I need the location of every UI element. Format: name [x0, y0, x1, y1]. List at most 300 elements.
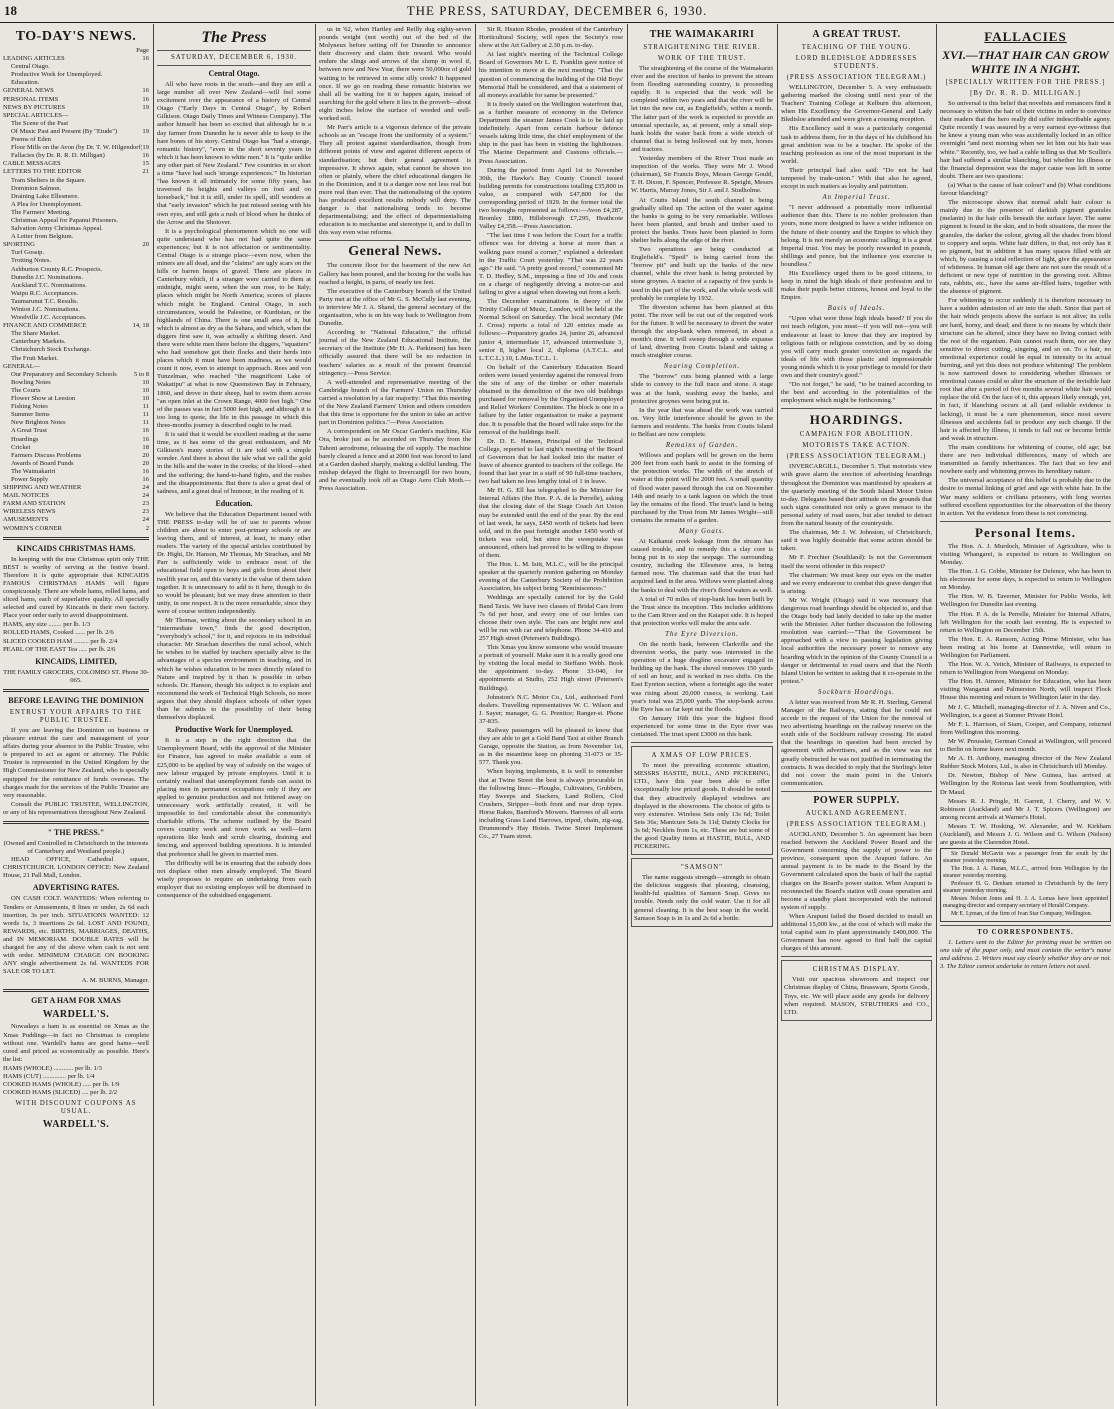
press-nameplate: The Press: [201, 29, 267, 46]
personal-item-paragraph: The Hon. W. B. Taverner, Minister for Public Works, left Wellington for Dunedin last evening.: [940, 593, 1111, 609]
general-news-paragraph: According to "National Education," the official journal of the New Zealand Educational Institute, the secretary of the Institute (Mr H. A. Parkinson) has been officially assured that there will be no reduction in teachers' salaries as a result of the present financial stringency.—Press Service.: [319, 329, 471, 377]
kincaids-text: In keeping with the true Christmas spirit only THE BEST is worthy of serving at the festive board. Therefore it is quite appropriate that KINCAIDS FAMOUS CHRISTMAS HAMS will figure conspicuously. There are whole hams, rolled hams, and sliced hams, each of superlative quality. All specially selected and cured by Kincaids in their own factory. Place your order early to avoid disappointment.: [3, 555, 149, 620]
index-item: [3, 266, 149, 274]
index-item-label: Of Music Past and Present (By "Etude"): [11, 127, 118, 135]
great-trust-paragraph: WELLINGTON, December 5. A very enthusiastic gathering marked the closing until next year of the Teachers' Training College at Kelburn this afternoon, when His Excellency the Governor-General and Lady Bledisloe attended and were given a rousing reception.: [781, 84, 932, 124]
fallacies-paragraph: (a) What is the cause of hair colour? and (b) What conditions favour blanching?: [940, 181, 1111, 198]
many-goats-heading: Many Goats.: [678, 527, 726, 535]
index-item-page: 18: [142, 443, 149, 451]
personal-item-paragraph: Messrs T. W. Hosking, W. Alexander, and W. Kirkham (Auckland), and Messrs J. G. Wilson and G. Wilson (Nelson) are guests at the Clarendon Hotel.: [940, 822, 1111, 847]
index-item-label: Farmers Discuss Problems: [11, 451, 82, 459]
index-item-label: The Fruit Market.: [11, 354, 59, 362]
personal-item-paragraph: The Hon. P. A. de la Perrelle, Minister for Internal Affairs, left Wellington for the south last evening. He is expected to return to Wellington on December 15th.: [940, 610, 1111, 634]
index-item: [3, 201, 149, 209]
many-goats-paragraph: At Kaikanui creek leakage from the stream has caused trouble, and to remedy this a clay core is being put in to stop the seepage. The surrounding country, including the Ellesmere area, is being farmed now. The chairman said that the trust had acquired land in the area. Willows were planted along the banks to deal with the river's flood waters as well.: [631, 537, 773, 594]
index-item-page: 11: [142, 419, 149, 427]
column-1: [0, 24, 152, 1406]
index-item: [3, 120, 149, 128]
trustee-text: If you are leaving the Dominion on business or pleasure entrust the care and management of your affairs during your absence to the Public Trustee, who is prepared to act as agent or attorney. The Public Trustee is represented in the United Kingdom by the High Commissioner for New Zealand, who is specially equipped for the remittance of funds overseas. The charges made for the services of the Public Trustee are very reasonable.: [3, 726, 149, 799]
hoardings-article: [781, 463, 932, 686]
personal-item-paragraph: The Hon. J. G. Cobbe, Minister for Defence, who has been in his electorate for some days, is expected to return to Wellington on Monday.: [940, 568, 1111, 592]
news-paragraphs: [479, 26, 623, 841]
index-item-label: Auckland T.C. Nominations.: [11, 281, 87, 289]
personal-item-paragraph: Messrs R. J. Pringle, H. Garrett, J. Cherry, and W. V. Robinson (Auckland) and Mr J. T. Spicers (Wellington) are among recent arrivals at Warner's Hotel.: [940, 797, 1111, 821]
news-paragraph: During the period from April 1st to November 30th, the Hawke's Bay County Council issued building permits for constructions totalling £35,800 in value, as compared with £47,800 for the corresponding period of 1929. In the former total the two boroughs represented as follows:—Avon £4,287, Bromley £880, Hillsborough £7,295, Heathcote Valley £4,358.—Press Association.: [479, 166, 623, 231]
kincaids-heading: KINCAIDS CHRISTMAS HAMS.: [16, 543, 136, 553]
index-item-label: FARM AND STATION: [3, 500, 66, 508]
fallacies-paragraph: So universal is this belief that novelists and romancers find it necessary to whiten the hair of their victims in order to convince their readers that the hero really did suffer indescribable agony. Quite recently I was assured by a very earnest eye-witness that he knew a young man who was accidentally locked in an office overnight "and next morning when we let him out his hair was white." Recently, too, we had a cable telling us that Mr Scullin's hair had suffered a similar blanching, but whether his illness or the financial depression was the major cause was left in some doubt. There are two questions:: [940, 100, 1111, 180]
great-trust-article: [781, 84, 932, 191]
index-item: [3, 87, 149, 95]
great-trust-paragraph: His Excellency said it was a particularly congenial task to address them, for in the days of his childhood his great ambition was to be a teacher. He spoke of the teaching profession as one of the most important in the world.: [781, 125, 932, 165]
hoardings-heading: HOARDINGS.: [809, 412, 904, 428]
index-item: [3, 363, 149, 371]
sidebox-paragraph: Mr E. Lyman, of the firm of Ivan Star Company, Wellington.: [951, 911, 1093, 918]
index-item: [3, 452, 149, 460]
education-paragraph: Mr Thomas, writing about the secondary school in an "intermediate town," finds the good description, "everybody's school," for it, and rejoices in its individual character. Mr Strachan describes the rural school, which he wishes to be staffed by teachers specially alive to the advantages of a species environment in teaching, and in which he wishes education to be more directly related to Nature and inspired by it than is possible in urban schools. Dr. Hanson, though his subject is to explain and recommend the work of Technical High Schools, no more argues that they should displace schools of other types than he submits to the possibility of their being themselves displaced.: [157, 617, 311, 722]
personal-sidebox: [940, 848, 1111, 922]
general-news-article: [319, 262, 471, 493]
index-item: [3, 525, 149, 533]
index-item-label: Education.: [11, 79, 40, 87]
index-item-label: Fallacies (by Dr. R. R. D. Milligan): [11, 152, 105, 160]
education-heading: Education.: [215, 498, 253, 508]
todays-news-heading: TO-DAY'S NEWS.: [15, 29, 137, 44]
xmas-text: To meet the prevailing economic situation, MESSRS HASTIE, BULL, AND PICKERING, LTD., have this year been able to offer exceptionally low priced goods. It should be noted that they attractively displayed windows are displayed in the showrooms. The choice of gifts is very extensive. Wireless Sets only 13s 6d; Toilet Sets 36s; Manicure Sets 3s 11d; Dainty Clocks for 3s 6d; Necklets from 1s, etc. These are but some of the good Quality items at HASTIE, BULL, AND PICKERING.: [634, 762, 770, 851]
index-item-page: 19: [142, 103, 149, 111]
index-item-page: 16: [142, 427, 149, 435]
index-item-label: The Waimakariri: [11, 467, 56, 475]
central-otago-heading: Central Otago.: [208, 69, 260, 78]
index-item: [3, 274, 149, 282]
index-item-page: 20: [142, 459, 149, 467]
personal-item-paragraph: The Hon. W. A. Veitch, Minister of Railways, is expected to return to Wellington from Wanganui on Monday.: [940, 661, 1111, 677]
index-item-label: Christmas Appeal for Papanui Prisoners.: [11, 216, 119, 224]
remains-article: [631, 452, 773, 525]
fallacies-paragraph: The microscope shows that normal adult hair colour is mainly due to the presence of darkish pigment granules (melanin) in the hair cells beneath the surface layer. The same pigment is found in the skin, and in both situations, the more the granules, the darker the colour, giving all the shades from blond to coppery and sepia. White hair differs, in that, not only has it no pigment, but in addition it has many spaces filled with air which, by causing a total reflection of light, give the appearance of whiteness. In human old age there are not sure the result of a deficient or new type of nutrition in the growing root. Albino rats, rabbits, etc., have the same air-filled hairs, together with the absence of pigment.: [940, 199, 1111, 296]
index-item-label: GENERAL—: [3, 362, 41, 370]
news-paragraph: Dr. D. E. Hansen, Principal of the Technical College, reported to last night's meeting of the Board of Governors that he had looked into the matter of leave of absence granted to teachers of the college. He found that last year in a staff of 90 full-time teachers, two had taken no less lengthy total of 1 in leave.: [479, 437, 623, 486]
index-item-page: 15: [142, 160, 149, 168]
index-item-label: The Scene of the Past: [11, 119, 69, 127]
imperial-paragraph: His Excellency urged them to be good citizens, to keep in mind the high ideals of their profession and to make their pupils better citizens, honest and loyal to the Empire.: [781, 269, 932, 302]
index-item: [3, 411, 149, 419]
news-paragraph: When buying implements, it is well to remember that at Twine Street the best is always procurable in the following lines:—Ploughs, Cultivators, Grubbers, Hay Sweeps and Stackers, Land Rollers, Clod Crushers, Stripper—both front and rear drop types. Horse Rakes, Bamford's Mowers. Harrows of all sorts including Grass Land Harrows, tripod, chain, zig-zag, Drummond's Hay Hoists. Twine Street Implement Co., 27 Tuam street.: [479, 768, 623, 841]
waimakariri-subheading-2: WORK OF THE TRUST.: [657, 55, 747, 62]
sockburn-heading: Sockburn Hoardings.: [818, 688, 895, 696]
news-paragraph: "The last time I was before the Court for a traffic offence was for driving a horse at more than a walking pace round a corner," explained a defendant in the Traffic Court yesterday. "That was 22 years ago." He said. "A pretty good record," commented Mr T. D. Hedley, S.M., imposing a fine of 10s and costs on a charge of negligently driving a motor-car and failing to give a signal when drawing out from a kerb.: [479, 232, 623, 296]
hoardings-subheading: CAMPAIGN FOR ABOLITION.: [799, 431, 914, 439]
index-item: [3, 209, 149, 217]
index-item-page: 16: [142, 475, 149, 483]
index-item-label: CABLE MESSAGES: [3, 160, 61, 168]
index-item: [3, 152, 149, 160]
index-item-label: Waipu R.C. Acceptances.: [11, 289, 79, 297]
index-item: [3, 282, 149, 290]
general-news-paragraph: The concrete floor for the basement of the new Art Gallery has been poured, and the boxing for the walls has reached a height, in parts, of nearly ten feet.: [319, 262, 471, 286]
press-subheading: (Owned and Controlled in Christchurch in the interests of Canterbury and Westland people.): [3, 839, 149, 856]
advertising-signature: A. M. BURNS, Manager.: [81, 977, 149, 985]
index-item-label: SPECIAL ARTICLES—: [3, 111, 69, 119]
index-item-label: Hoardings: [11, 435, 39, 443]
index-item-page: 5 to 8: [133, 370, 149, 378]
index-item-label: Summer Items: [11, 411, 50, 419]
index-item-label: Dominion Salmon.: [11, 184, 62, 192]
fallacies-heading: FALLACIES: [984, 29, 1067, 44]
index-item: [3, 427, 149, 435]
power-supply-heading: POWER SUPPLY.: [813, 794, 900, 806]
index-item-label: WIRELESS NEWS: [3, 508, 56, 516]
ham-discount: WITH DISCOUNT COUPONS AS USUAL.: [15, 1100, 137, 1116]
index-item: [3, 63, 149, 71]
many-goats-paragraph: A total of 70 miles of stop-bank has been built by the Trust since its inception. This includes additions to the Cam River and on the Kaiapoi side. It is hoped that protection works will make the area safe.: [631, 595, 773, 627]
index-item: [3, 508, 149, 516]
index-item-label: New Brighton Notes: [11, 419, 66, 427]
index-item-label: A Letter from Belgium.: [11, 233, 74, 241]
index-item-label: The Courts: [11, 386, 41, 394]
index-item: [3, 516, 149, 524]
index-item-label: Cricket: [11, 443, 31, 451]
waimakariri-paragraph: Yesterday members of the River Trust made an inspection of the works. They were Mr J. Wood (chairman), Sir Francis Boys, Messrs George Gould, T. H. Dixon, F. Spencer, Professor R. Speight, Messrs W. Harris, Murray Jones, Sir J. and J. Studholme.: [631, 155, 773, 195]
index-item-label: MAIL NOTICES: [3, 492, 50, 500]
index-item-label: Christchurch Stock Exchange.: [11, 346, 92, 354]
index-item-page: 24: [142, 516, 149, 524]
waimakariri-paragraph: At Coutts Island the south channel is being gradually silted up. The action of the water against the banks is going to be very remarkable. Willows have been planted, and brush and timber used to protect the banks. Trees have been planted to form shelter belts along the edge of the river.: [631, 196, 773, 244]
index-item-label: Canterbury Markets.: [11, 338, 66, 346]
index-item: [3, 160, 149, 168]
index-item-page: 16: [142, 87, 149, 95]
personal-item-paragraph: Mr W. Preussler, German Consul at Wellington, will proceed to Berlin on home leave next month.: [940, 737, 1111, 754]
index-item-label: WOMEN'S CORNER: [3, 524, 62, 532]
column-5: [628, 24, 776, 1406]
education-article: [157, 511, 311, 722]
news-paragraph: Johnston's N.C. Motor Co., Ltd., authorised Ford dealers. Travelling representatives W. C. Wilson and J. Sayer; manager, G. G. Prentice; Ranger-st. Phone 37-835.: [479, 693, 623, 725]
index-item-label: Tram Shelters in the Square.: [11, 176, 87, 184]
index-item-label: Turf Gossip.: [11, 249, 45, 257]
news-paragraph: This Xmas you know someone who would treasure a portrait of yourself. Make sure it is a really good one by visiting the local medal to Steffano Webb. Book the appointment to-day. Phone 33-040, for appointments at Studio, 252 High street (Petersen's Buildings).: [479, 644, 623, 692]
index-item-label: Flower Show at Leeston: [11, 395, 76, 403]
index-item: [3, 460, 149, 468]
index-item-label: LEADING ARTICLES: [3, 55, 65, 63]
index-item: [3, 79, 149, 87]
eyre-article: [631, 641, 773, 739]
index-item: [3, 217, 149, 225]
waimakariri-paragraph: Two operations are being conducted at Englefield's. "Spoil" is being carried from the "borrow pit" and built up the banks of the new channel, while the river bank is being protected by stone groynes. A tractor of a capacity of five yards is used in this part of the work, and the whole work will probably be complete by 1932.: [631, 246, 773, 302]
fallacies-paragraph: The universal acceptance of this belief is probably due to the desire to mental linking of grief and age with white hair. In the War many soldiers or civilians prisoners, with long worries suffered excellent opportunities for the observation of the theory in action. Yet the evidence from these is not convincing.: [940, 477, 1111, 517]
news-paragraph: The Hon. L. M. Isitt, M.L.C., will be the principal speaker at the quarterly reunion gathering on Monday evening of the Canterbury Society of the Prohibition Association, his subject being "Reminiscences.": [479, 561, 623, 593]
ham-heading: GET A HAM FOR XMAS: [31, 996, 121, 1006]
index-item-page: 11: [142, 411, 149, 419]
index-item: [3, 338, 149, 346]
samson-heading: "SAMSON": [681, 864, 723, 872]
personal-item-paragraph: Mr A. H. Anthony, managing director of the New Zealand Rubber Stock Motors, Ltd., is also in Christchurch till Monday.: [940, 755, 1111, 771]
index-item: [3, 290, 149, 298]
christmas-display-advert: [781, 960, 932, 1020]
press-heading: " THE PRESS.": [47, 827, 105, 837]
index-item: [3, 136, 149, 144]
fallacies-paragraph: The main conditions for whitening of course, old age; but there are two individual differences, many of which are transmitted as family inheritances. The fact that so few and nowhere early and whitening proves its hereditary nature.: [940, 443, 1111, 476]
nearing-heading: Nearing Completion.: [663, 363, 741, 371]
central-otago-paragraph: It is said that it would be excellent reading at the same time, as it has some of the great enthusiasm, and Mr Gilkison's many stories of it are told with a simple wonder. And there is about the tale what we call the gold in the hills and the water in the creeks; of the blood—shed and the suffering; the hand-to-hand fights, and the rushes and the disappointments. But there is also a great deal of sadness, and a great deal of humour, in the reading of it.: [157, 431, 311, 495]
index-item-label: Dunedin J.C. Nominations.: [11, 273, 83, 281]
index-item-page: 24: [142, 492, 149, 500]
hoardings-paragraph: The chairman, Mr J. W. Johnston, of Christchurch, said it was highly desirable that some action should be taken.: [781, 529, 932, 553]
index-item: [3, 419, 149, 427]
index-item-page: 16: [142, 435, 149, 443]
central-otago-paragraph: It is a psychological phenomenon which no one will quite understand who has not had quite the same experiences; but it is not affectation or sentimentality. Central Otago is a strange place—even now, when the miners are all dead, and the "claims" are ugly scars on the hills or barren heaps of gravel. There are places in Canterbury which, if a stranger were carried to them at midnight, might seem, when the sun rose, to be Italy; places which might be North America; scores of places which might be England. Central Otago, in such circumstances, would be Palestine, or Kurdistan, or the highlands of China. There is one small area of it, but which is almost as dry as the Sahara, and which, when the diggers first saw it, was actually a shifting desert. And there were white men there before the diggers, "squatters" who had somehow got their flocks and their herds into places which it must have been madness, as we would count it now, even to attempt to approach. Rees and von Tunzelman, who reached "the magnificent Lake of Wakatipu" at what is now Queenstown Bay in February, 1860, and drove in their sheep, had to swim them across "an open inlet at the Crown Range, 4000 feet high." One of the passes was in fact 5000 feet high, and although it is too long to quote, the life in this passage in which this three-months journey is described ought to be read.: [157, 227, 311, 429]
index-item-label: Salvation Army Christmas Appeal.: [11, 225, 103, 233]
index-item: [3, 177, 149, 185]
news-paragraph: Sir R. Heaton Rhodes, president of the Canterbury Horticultural Society, will open the Society's rose show at the Art Gallery at 2.30 p.m. to-day.: [479, 26, 623, 50]
index-item-page: 16: [142, 152, 149, 160]
personal-item-paragraph: Mr F. L. Harrison, of Siam, Cooper, and Company, returned from Wellington this morning.: [940, 720, 1111, 736]
index-item-label: Our Preparatory and Secondary Schools: [11, 370, 117, 378]
xmas-heading: A XMAS OF LOW PRICES.: [651, 752, 753, 760]
nearing-article: [631, 373, 773, 439]
productive-work-paragraph: The difficulty will be in ensuring that the subsidy does not displace other men already employed. The Board wisely proposes to require an undertaking from each employer that no existing employee will be dismissed in consequence of the subsidised engagement.: [157, 859, 311, 899]
personal-item-paragraph: The Hon. A. J. Murdoch, Minister of Agriculture, who is visiting Whangarei, is expected to return to Wellington on Monday.: [940, 542, 1111, 566]
great-trust-heading: A GREAT TRUST.: [812, 29, 901, 40]
advertising-text: ON CASH COLT. WANTEDS: When referring to Tenders or Amusements, 8 lines or under, 2s 6d each insertion, 3s per inch. SITUATIONS WANTED: 12 words 1s, 3 insertions 2s 6d. LOST AND FOUND, REWARDS, etc. BIRTHS, MARRIAGES, DEATHS, and IN MEMORIAM. DOUBLE RATES will be charged for any of the above when cash is not sent with order. MINIMUM CHARGE ON BOOKING ANY single advertisement 2s 6d. WANTEDS FOR SALE OR TO LET.: [3, 895, 149, 976]
hoardings-subheading-2: MOTORISTS TAKE ACTION.: [802, 442, 911, 450]
index-item: [3, 193, 149, 201]
news-paragraph: Mr H. G. Ell has telegraphed to the Minister for Internal Affairs (the Hon. P. A. de la Perrelle), asking that the closing date of the Stage Coach Art Union may be extended until the end of the year. By the end of last week, he says, £450 worth of tickets had been sold, and in the past fortnight another £450 worth of tickets was sold, but since the sweepstake was announced, others had proved to be willing to dispose of them.: [479, 487, 623, 559]
central-otago-paragraph: All who have roots in the south—and they are still a large number all over New Zealand—will feel some excitement over the appearance of a history of Central Otago ("Early Days in Central Otago", by Robert Gilkison. Otago Daily Times and Witness Company). The author himself has been so excited that although he is a day farmer from Dunedin he is never able to keep to the bare bones of his story. Central Otago has "had a strange, romantic history", "even in the short seventy years in which it has been known to white men." It is "quite unlike any other part of New Zealand." Few countries in so short a time "have had such 'strange experiences.'" Its historian "has known it all intimately for some fifty years, has traversed its heights and valleys on foot and on horseback," but it is still, under its spell, still wonders at that "early invasion" which he just missed seeing with his own eyes, and still gets a rush of blood when he thinks of the Arrow and the Shotover.: [157, 81, 311, 226]
imperial-article: [781, 204, 932, 302]
hoardings-paragraph: Mr F. Frechter (Southland): Is not the Government itself the worst offender in this respect?: [781, 554, 932, 570]
index-item-label: Awards of Board Funds: [11, 459, 74, 467]
nearing-paragraph: In the year that was ahead the work was carried on. Very little interference should be given to the farmers and residents. The banks from Coutts Island to Belfast are now complete.: [631, 406, 773, 439]
index-item-label: PERSONAL ITEMS: [3, 95, 59, 103]
index-item-page: 16: [142, 467, 149, 475]
samson-advert: [631, 858, 773, 927]
eyre-paragraph: On January 16th this year the highest flood experienced for some time in the Eyre river was contained. The trust spent £3000 on this bank.: [631, 714, 773, 739]
index-item-page: 21: [142, 168, 149, 176]
index-item: [3, 395, 149, 403]
index-item: [3, 71, 149, 79]
index-item: [3, 225, 149, 233]
index-item-label: GENERAL NEWS: [3, 87, 54, 95]
index-item-label: Poems of Eden: [11, 136, 51, 144]
hoardings-paragraph: Mr W. Wright (Otago) said it was necessary that dangerous road hoardings should be objected to, and that the Otago body had lately decided to take up the matter with the Minister. After further discussion the following resolution was carried:—"That the Government be approached with a view to passing legislation giving local authorities the necessary power to remove any hoarding which in the opinion of the County Council is a danger or detrimental to road users and that the North Island Union be written to asking that it co-operate in the protest.": [781, 596, 932, 685]
news-paragraph: On behalf of the Canterbury Education Board orders were issued yesterday against the removal from the site of any of the timber or other materials obtained in the demolition of the two old buildings purchased for removal by the Organised Unemployed and Relief Workers' Committee. The block is one in a failure by the latter organisation to make a payment due. It is possible that the Board will take steps for the removal of the buildings itself.: [479, 363, 623, 436]
trustee-consult: Consult the PUBLIC TRUSTEE, WELLINGTON, or any of his representatives throughout New Zealand.: [3, 800, 149, 816]
many-goats-article: [631, 538, 773, 628]
index-item-label: Winton J.C. Nominations.: [11, 306, 80, 313]
index-item: [3, 346, 149, 354]
great-trust-subheading-2: LORD BLEDISLOE ADDRESSES STUDENTS.: [795, 55, 918, 70]
personal-item-paragraph: The Hon. H. Atmore, Minister for Education, who has been visiting Wanganui and Palmerston North, will inspect Flock House this morning and return to Wellington later in the day.: [940, 678, 1111, 702]
index-item-label: AMUSEMENTS: [3, 516, 49, 524]
productive-work-paragraph: It is a step in the right direction that the Unemployment Board, with the approval of the Minister for Finance, has agreed to make available a sum of £25,000 to be applied by way of subsidy on the wages of new labour engaged by private employers. Until it is certainly realised that unemployment funds can assist in placing men in permanent occupations only if they are applied to genuine production and not frittered away on unnecessary work artificially created, it will be impossible to feel comfortable about the community's charitable efforts. The scheme outlined by the Board covers country work and town work as well—farm operations like bush and scrub clearing, draining and fencing, and approved building operations. It is intended that preference shall be given to married men.: [157, 737, 311, 858]
index-item-label: SPORTING: [3, 241, 35, 249]
wardells-heading: WARDELL'S.: [42, 1009, 110, 1021]
central-otago-article: [157, 81, 311, 496]
index-item-label: Floor Mills on the Avon (by Dr. T. W. Hilgendorf): [11, 144, 143, 152]
index-item: [3, 484, 149, 492]
index-item: [3, 185, 149, 193]
index-item: [3, 387, 149, 395]
news-paragraph: At last night's meeting of the Technical College Board of Governors Mr L. E. Franklin gave notice of his intention to move at the next meeting: "That the question of commencing the building of the Old Boys' Memorial Hall be considered, and that a statement of all moneys available for same be presented.": [479, 51, 623, 99]
index-item-label: A Plea for Unemployment.: [11, 200, 83, 208]
index-item: [3, 257, 149, 265]
index-item: [3, 112, 149, 120]
editorial-paragraph: us in '62, when Hartley and Reilly dug eighty-seven pounds weight (not worth) out of the bed of the Molyneux before setting off for Dunedin to announce their discovery and claim their reward. Who would endure the slings and arrows of the slump in wool if, between now and New Year, there were 50,000oz of gold waiting to be retrieved in some silly creek? It happened once. If we go on reading these romantic histories we shall all be waiting for it to happen again, instead of searching for the gold where it lies in the proverb—about eight inches below the surface of weeded and well-worked soil.: [319, 26, 471, 123]
index-item-page: 20: [142, 241, 149, 249]
samson-text: The name suggests strength—strength to obtain the delicious suggests that pleasing, cleansing, health-ful qualities of Samson Soap. Gives no trouble. Needs only the cold water. Use it for all general cleaning. It is the best soap in the world. Samson Soap is in 1s and 2s 6d a bottle.: [634, 874, 770, 922]
remains-paragraph: Willows and poplars will be grown on the berm 200 feet from each bank to assist in the forming of the protection works. The width of the stretch of water at this point will be 2000 feet. A small quantity of flood water passed through the cut on November 14th and nearly to a tank lagoon on which the trust lay the remains of the flood. The trust's land is being purchased by the Trust from Mr James Wright—still contains the remains of a garden.: [631, 452, 773, 524]
index-item: [3, 298, 149, 306]
personal-item-paragraph: Dr. Newton, Bishop of New Guinea, has arrived at Wellington by the Rotorua last week from Southampton, with Dr Maud.: [940, 772, 1111, 796]
personal-item-paragraph: The Hon. E. A. Ransom, Acting Prime Minister, who has been resting at his home at Dannevirke, will return to Wellington for Parliament.: [940, 635, 1111, 659]
column-7: [937, 24, 1114, 1406]
index-item-label: FINANCE AND COMMERCE: [3, 322, 87, 330]
hoardings-paragraph: INVERCARGILL, December 5. That motorists view with grave alarm the erection of advertising hoardings throughout the Dominion was manifested by speakers at the quarterly meeting of the South Island Motor Union to-day. Delegates based their attitude on the grounds that such signs constituted not only a grave menace to the personal safety of road users, but also tended to detract from the natural beauty of the countryside.: [781, 463, 932, 528]
index-item: [3, 104, 149, 112]
personal-items-article: [940, 543, 1111, 847]
eyre-paragraph: On the north bank, between Clarkville and the diversion works, the party was interested in the operation of a huge dragline excavator engaged in building up the bank. The shovel removes 150 yards of soil an hour, and is worked in two shifts. On the East Eyreton section, where a fortnight ago the water was rising about 20,000 cusecs, is working. Last year's total was 25,000 yards. The stop-bank across the Eyre has so far kept out the floods.: [631, 641, 773, 713]
index-item: [3, 355, 149, 363]
great-trust-source: (PRESS ASSOCIATION TELEGRAM.): [786, 74, 927, 81]
correspondents-heading: TO CORRESPONDENTS.: [977, 929, 1074, 937]
index-item: [3, 403, 149, 411]
sidebox-paragraph: The Hon. J. A. Hanan, M.L.C., arrived from Wellington by the steamer yesterday morning.: [943, 866, 1108, 880]
fallacies-paragraph: For whitening to occur suddenly it is therefore necessary to have a sudden admission of air into the shaft. Since that part of the hair which projects above the surface is not alive; its cells are hard, horny, and dead; and there is no means by which their structure can be altered, since they have no living contact with the rest of the organism. Pain cannot reach them, nor are they sensitive to direct cutting, singeing, and so on. To a hair, no emotional experience could be equal in intensity to its actual burning, and yet this does not produce whitening! The problem is now narrowed down to considering whether illnesses or emotional causes could so alter the structure of the invisible hair root that after a period of five months several white hair would replace the old. On the face of it, this appears likely enough, yet, in fact, if blanching occurs at all (and reliable evidence is lacking), it must be a rare phenomenon, since most severe illnesses and accidents fail to produce any such change. If the hair is affected by illness, it tends to fall out or become brittle and weak in structure.: [940, 297, 1111, 442]
nearing-paragraph: The "borrow" cuts being planned with a large slide to convey to the full trace and stone. A stage was at the bank, washing away the banks, and protective groynes were being put in.: [631, 373, 773, 405]
index-item-page: 16: [142, 95, 149, 103]
index-item: [3, 144, 149, 152]
ideals-paragraph: "Upon what were those high ideals based? If you do not teach religion, you must—if you will not—you will endeavour at least to know that they are inspired by religious faith or religious conviction, and by so doing you will carry much greater conviction as regards the ideals of life with those plastic and impressionable young minds which it is your privilege to mould for their own and their country's good.": [781, 315, 932, 379]
productive-work-article: [157, 737, 311, 900]
index-item: [3, 306, 149, 314]
index-item-page: 10: [142, 378, 149, 386]
press-offices: HEAD OFFICE, Cathedral square, CHRISTCHURCH. LONDON OFFICE: New Zealand House, 21 Pall Mall, London.: [3, 856, 149, 880]
masthead-title: THE PRESS, SATURDAY, DECEMBER 6, 1930.: [406, 3, 708, 18]
news-paragraph: Weddings are specially catered for by the Gold Band Taxis. We have two classes of Bridal Cars from 7s 6d per hour, and every one of our brides can choose their own style. The cars are bright new and will be run with car and telephone. Phone 34-410 and 257 High street (Petersen's Buildings).: [479, 594, 623, 642]
power-supply-article: [781, 831, 932, 953]
waimakariri-paragraph: The diversion scheme has been planned at this point. The river will be cut out of the required work for the future. It will be necessary to divert the water through the stop-bank when removed, in about a month's time. It will sweep through a wide expanse of land, diverting from Coutts Island and taking a much straighter course.: [631, 303, 773, 360]
fallacies-byline: [By Dr. R. R. D. MILLIGAN.]: [970, 90, 1081, 97]
general-news-heading: General News.: [348, 244, 442, 260]
index-item-page: 10: [142, 386, 149, 394]
waimakariri-article: [631, 65, 773, 360]
waimakariri-heading: THE WAIMAKARIRI: [649, 29, 755, 40]
hoardings-paragraph: The chairman: We must keep our eyes on the matter and we every endeavour to combat this grave danger that is arising.: [781, 571, 932, 595]
index-item-label: SHIPPING AND WEATHER: [3, 484, 82, 492]
sidebox-paragraph: Professor H. G. Denham returned to Christchurch by the ferry steamer yesterday morning.: [943, 881, 1108, 895]
news-paragraph: It is freely stated on the Wellington waterfront that, as a further measure of economy in the Defence Department the steamer James Cook is to be laid up indefinitely. Apart from certain harbour defence vessels taking little time, the chief employment of the ship in the past has been in visiting the lighthouses. The Marine Department and Customs officials.—Press Association.: [479, 100, 623, 165]
index-item: [3, 241, 149, 249]
ideals-heading: Basis of Ideals.: [827, 305, 886, 313]
index-item: [3, 322, 149, 330]
index-item: [3, 314, 149, 322]
trustee-subheading: ENTRUST YOUR AFFAIRS TO THE PUBLIC TRUSTEE.: [9, 708, 143, 724]
index-item: [3, 128, 149, 136]
index-item: [3, 468, 149, 476]
editorial-date: SATURDAY, DECEMBER 6, 1930.: [171, 54, 297, 61]
index-item-label: NEWS BY PICTURES: [3, 103, 66, 111]
power-supply-subheading: AUCKLAND AGREEMENT.: [805, 809, 908, 817]
eyre-heading: The Eyre Diversion.: [665, 631, 739, 638]
index-item-page: 24: [142, 484, 149, 492]
index-item: [3, 444, 149, 452]
index-item-page: 23: [142, 500, 149, 508]
general-news-paragraph: The executive of the Canterbury branch of the United Party met at the office of Mr G. S. McCully last evening, to interview Mr J. A. Shand, the general secretary of the organisation, who is on his way back to Wellington from Dunedin.: [319, 287, 471, 328]
editorial-continued: [319, 26, 471, 237]
hoardings-source: (PRESS ASSOCIATION TELEGRAM.): [786, 453, 927, 461]
education-paragraph: We believe that the Education Department issued with THE PRESS to-day will be of use to parents whose children are about to enter post-primary schools or are leaving them, and of interest, at least, to many other readers. The variety of the special articles contributed by Dr. Hight, Dr. Hanson, Mr Thomas, Mr Strachan, and Mr Parr is sufficiently wide to embrace most of the educational field open to boys and girls from about their twelfth year on, and this variety is the value of them taken together. It is unnecessary to add to it here, though to do so would be pleasant; but we may draw attention to their unity, in one respect. It is the more remarkable, since they were of course written independently.: [157, 510, 311, 615]
index-item-label: Central Otago.: [11, 63, 50, 71]
index-item: [3, 55, 149, 63]
index-item-label: Draining Lake Ellesmere.: [11, 192, 79, 200]
general-news-paragraph: A correspondent on Mr Oscar Garden's machine, Kia Ora, broke just as he ascended on Thursday from the Tahoni aerodrome, releasing the oil supply. The machine barely cleared a fence and at 2000 feet was forced to land at a Garden dashed sharply, making a skilful landing. The mishap delayed the flight to Invercargill for two hours, and he eventually took off as Otago Aero Club Moth.—Press Association.: [319, 428, 471, 492]
index-item-label: Ashburton County R.C. Prospects.: [11, 265, 103, 273]
productive-work-heading: Productive Work for Unemployed.: [175, 725, 293, 735]
personal-item-paragraph: Mr J. C. Mitchell, managing-director of J. A. Niven and Co., Wellington, is a guest at Sumner Private Hotel.: [940, 703, 1111, 719]
fallacies-note: [SPECIALLY WRITTEN FOR THE PRESS.]: [945, 79, 1106, 86]
index-item-label: The Farmers' Meeting.: [11, 208, 71, 216]
kincaids-ltd: KINCAIDS, LIMITED,: [35, 656, 117, 666]
column-3: [316, 24, 474, 1406]
index-item-page: 14, 18: [132, 322, 149, 330]
index-item-label: Trotting Notes.: [11, 257, 52, 265]
trustee-heading: BEFORE LEAVING THE DOMINION: [8, 695, 144, 705]
index-item-page: 19: [142, 127, 149, 135]
ham-prices: HAMS (WHOLE) ............ per lb. 1/3 HAMS (CUT) .............. per lb. 1/4 COOKED HAMS (WHOLE) ..... per lb. 1/9 COOKED HAMS (SLICED) .... per lb. 2/2: [3, 1064, 120, 1097]
index-item: [3, 476, 149, 484]
advertising-heading: ADVERTISING RATES.: [32, 883, 120, 893]
correspondents-text: 1. Letters sent to the Editor for printing must be written on one side of the paper only, and must contain the writer's name and address. 2. Writers must say clearly whether they are or not. 3. The Editor cannot undertake to return letters not used.: [940, 939, 1111, 971]
column-4: [476, 24, 626, 1406]
index-item-label: Woodville J.C. Acceptances.: [11, 314, 87, 322]
index-item-page: 10: [142, 395, 149, 403]
christmas-display-text: Visit our spacious showroom and inspect our Christmas display of China, Brassware, Sports Goods, Toys, etc. We will place aside any goods for delivery when required. MASON, STRUTHERS and CO., LTD.: [784, 976, 929, 1016]
sidebox-paragraph: Sir Donald McGavin was a passenger from the south by the steamer yesterday morning.: [943, 851, 1108, 865]
power-supply-paragraph: When Arapuni failed the Board decided to install an additional 15,000 kw., at the cost of which will make the total capital sum in plant approximately £400,000. The Government has now agreed to find half the capital charges of this amount.: [781, 912, 932, 953]
imperial-paragraph: "I never addressed a potentially more influential audience than this. There is no nobler profession than yours, none more designed to have a wider influence on the future of their country and the Empire to which they belong. It is not merely an economic calling; it is a great Imperial trust. You may be poorly rewarded in pounds, shillings and pence, but the influence you exercise is boundless.": [781, 204, 932, 268]
waimakariri-subheading: STRAIGHTENING THE RIVER.: [643, 44, 761, 51]
index-item-label: A Great Trust: [11, 427, 47, 435]
sidebox-paragraph: Messrs Nelson Jones and H. J. A. Lomas have been appointed managing director and company secretary of Herald Company.: [943, 896, 1108, 910]
waimakariri-paragraph: The straightening of the course of the Waimakariri river and the erection of banks to prevent the stream from flooding surrounding country, is proceeding rapidly. It is expected that the work will be completed within two years and that the river will be let into the new cut, as Englefield's, within a month. The latter part of the work is expected to provide an unusual spectacle, as, at present, only a small stop-bank holds the water back from a wide stretch of channel that is being hollowed out by men, horses and tractors.: [631, 65, 773, 153]
index-item-label: Bowling Notes: [11, 378, 51, 386]
index-item-label: Fishing Notes: [11, 403, 48, 411]
index-item: [3, 330, 149, 338]
index-item-page: 11: [142, 403, 149, 411]
index-item: [3, 492, 149, 500]
power-supply-paragraph: AUCKLAND, December 5. An agreement has been reached between the Auckland Power Board and the Government concerning the supply of power to the province, consequent upon the Arapuni failure. An annual payment is to be made to the Board by the Government calculated upon the basis of half the capital charges on the Board's power station. When Arapuni is reconnected the Board's station will cease operation and become a standby plant incorporated with the national system of supply.: [781, 830, 932, 911]
index-item-label: LETTERS TO THE EDITOR: [3, 168, 82, 176]
fallacies-subheading: XVI.—THAT HAIR CAN GROW WHITE IN A NIGHT.: [942, 48, 1109, 76]
index-item-label: Productive Work for Unemployed.: [11, 71, 103, 79]
column-6: [778, 24, 935, 1406]
index-item-label: The Share Market.: [11, 330, 61, 338]
ideals-paragraph: "Do not forget," he said, "to be trained according to the best and according to the potentialities of the employment which might be forthcoming.": [781, 381, 932, 405]
sockburn-paragraph: A letter was received from Mr R. H. Sterling, General Manager of the Railways, stating that he could not accede to the request of the Union for the removal of two advertising hoardings on the railway reserve on the south side of the Sockburn railway crossing. He stated that the hoardings in question had been erected by agreement with advertisers, and as the view was not greatly obstructed he was not justified in terminating the contracts. It was decided to reply that the Sterling's letter did not cover the main point in the Union's communication.: [781, 698, 932, 787]
masthead: [0, 0, 1114, 23]
imperial-heading: An Imperial Trust.: [822, 194, 891, 202]
index-item-page: 20: [142, 451, 149, 459]
index-item-page: 16: [142, 55, 149, 63]
kincaids-address: THE FAMILY GROCERS, COLOMBO ST. Phone 30-065.: [3, 668, 149, 684]
news-paragraph: Railway passengers will be pleased to know that they are able to get a Gold Band Taxi at either Branch Garage, opposite the Station, as from November 1st, as in the meantime keep on phoning 31-073 or 35-577. Thank you.: [479, 726, 623, 767]
page-number: 18: [4, 3, 17, 18]
wardells-footer: WARDELL'S.: [42, 1119, 110, 1131]
kincaids-prices: HAMS, any size ........ per lb. 1/3 ROLLED HAMS, Cooked ...... per lb. 2/6 SLICED COOKED HAM ......... per lb. 2/4 PEARL OF THE EAST Tea ..... per lb. 2/6: [3, 621, 118, 653]
ideals-article: [781, 315, 932, 405]
editorial-paragraph: Mr Parr's article is a vigorous defence of the private schools as an "escape from the uniformity of a system." They all protest against standardisation, though from different points of view and against different aspects of standardisation; but their general agreement is impressive. It shows again, what cannot be shown too often or plainly, where the chief educational dangers lie in the Dominion, and it is a danger now not less real but more real than ever. That the nationalising of the system has produced excellent results nobody will deny. The danger is that nationalising tends to become departmentalising; and the effect of departmentalising education is to mechanise and stereotype it, and to dull in this way even wise reforms.: [319, 124, 471, 237]
great-trust-paragraph: Their principal had also said: "Do not be bad tempered by trade-union." With that also he agreed, except in such matters as loyalty and patriotism.: [781, 166, 932, 191]
